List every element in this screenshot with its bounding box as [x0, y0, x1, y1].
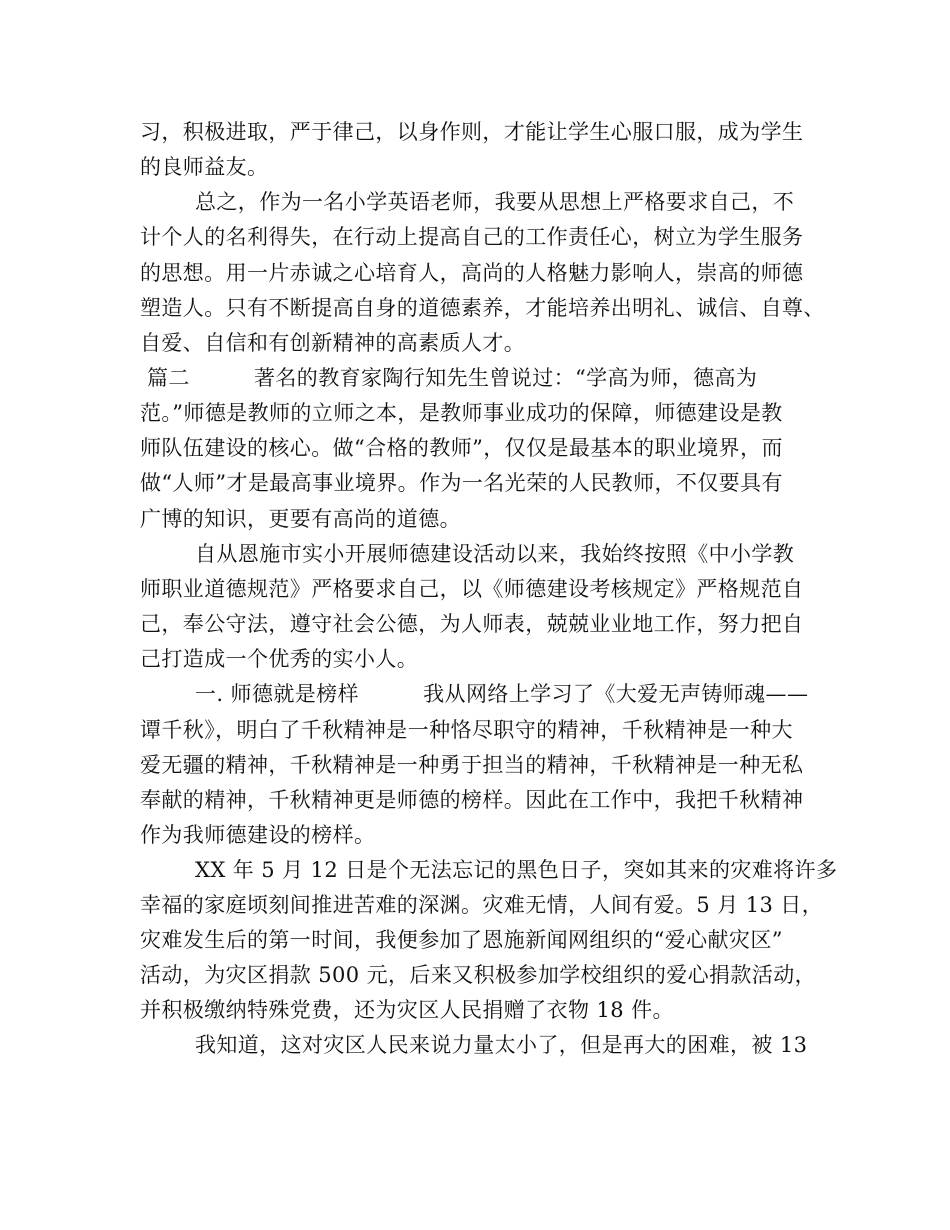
text-line: XX 年 5 月 12 日是个无法忘记的黑色日子，突如其来的灾难将许多 [195, 858, 838, 882]
text-line: 做“人师”才是最高事业境界。作为一名光荣的人民教师，不仅要具有 [140, 471, 783, 495]
text-line: 的良师益友。 [140, 155, 269, 179]
text-line: 范。”师德是教师的立师之本，是教师事业成功的保障，师德建设是教 [140, 401, 783, 425]
text-line: 谭千秋》，明白了千秋精神是一种恪尽职守的精神，千秋精神是一种大 [140, 718, 793, 742]
text-line: 计个人的名利得失，在行动上提高自己的工作责任心，树立为学生服务 [140, 225, 804, 249]
text-line: 总之，作为一名小学英语老师，我要从思想上严格要求自己，不 [195, 190, 795, 214]
text-line: 习，积极进取，严于律己，以身作则，才能让学生心服口服，成为学生 [140, 120, 804, 144]
text-line: 塑造人。只有不断提高自身的道德素养，才能培养出明礼、诚信、自尊、 [140, 296, 825, 320]
text-line: 一. 师德就是榜样 我从网络上学习了《大爱无声铸师魂—— [195, 682, 809, 706]
text-line: 自爱、自信和有创新精神的高素质人才。 [140, 331, 526, 355]
text-line: 己，奉公守法，遵守社会公德，为人师表，兢兢业业地工作，努力把自 [140, 612, 804, 636]
text-line: 篇二 著名的教育家陶行知先生曾说过：“学高为师，德高为 [147, 366, 758, 390]
text-line: 活动，为灾区捐款 500 元，后来又积极参加学校组织的爱心捐款活动， [140, 963, 817, 987]
text-line: 爱无疆的精神，千秋精神是一种勇于担当的精神，千秋精神是一种无私 [140, 753, 804, 777]
text-line: 师职业道德规范》严格要求自己，以《师德建设考核规定》严格规范自 [140, 577, 804, 601]
text-line: 灾难发生后的第一时间，我便参加了恩施新闻网组织的“爱心献灾区” [140, 928, 783, 952]
text-line: 并积极缴纳特殊党费，还为灾区人民捐赠了衣物 18 件。 [140, 998, 674, 1022]
text-line: 己打造成一个优秀的实小人。 [140, 647, 419, 671]
text-line: 的思想。用一片赤诚之心培育人，高尚的人格魅力影响人，崇高的师德 [140, 261, 804, 285]
text-line: 自从恩施市实小开展师德建设活动以来，我始终按照《中小学教 [195, 542, 795, 566]
text-line: 广博的知识，更要有高尚的道德。 [140, 507, 461, 531]
text-line: 幸福的家庭顷刻间推进苦难的深渊。灾难无情，人间有爱。5 月 13 日， [140, 893, 824, 917]
text-line: 我知道，这对灾区人民来说力量太小了，但是再大的困难，被 13 [195, 1033, 808, 1057]
text-line: 作为我师德建设的榜样。 [140, 823, 376, 847]
text-line: 师队伍建设的核心。做“合格的教师”，仅仅是最基本的职业境界，而 [140, 436, 783, 460]
text-line: 奉献的精神，千秋精神更是师德的榜样。因此在工作中，我把千秋精神 [140, 788, 804, 812]
